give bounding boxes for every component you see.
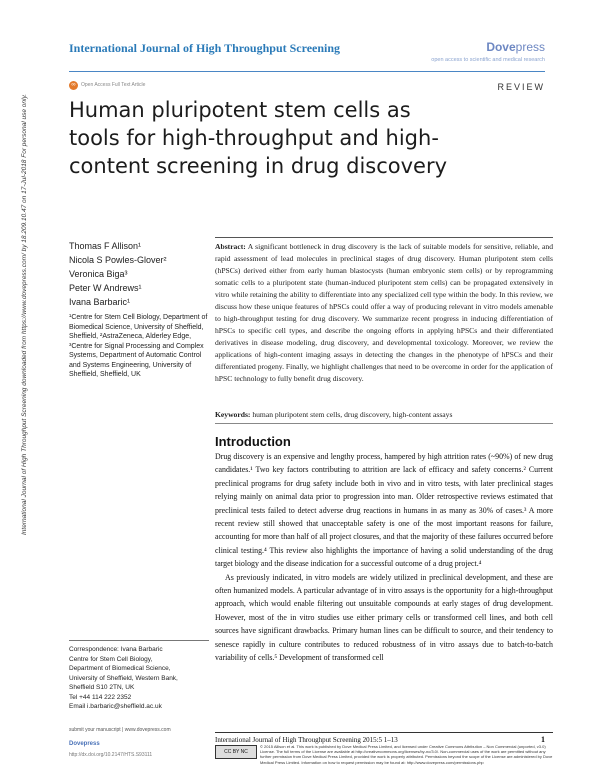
- keywords-text: human pluripotent stem cells, drug discovery, high-content assays: [250, 410, 453, 419]
- author-name: Thomas F Allison¹: [69, 241, 142, 251]
- publisher-tagline: open access to scientific and medical research: [431, 57, 545, 63]
- author-name: Peter W Andrews¹: [69, 283, 142, 293]
- publisher-logo: [486, 40, 545, 54]
- keywords: [215, 409, 553, 421]
- article-title: Human pluripotent stem cells as tools for high-throughput and high-content screening in drug discovery: [69, 98, 448, 178]
- author-list: [69, 239, 167, 309]
- publisher-logo-rest: press: [515, 40, 545, 54]
- introduction-body: [215, 450, 553, 665]
- journal-title: International Journal of High Throughput Screening: [69, 41, 341, 55]
- correspondence-line: Sheffield S10 2TN, UK: [69, 684, 135, 691]
- side-download-note: [6, 93, 28, 650]
- correspondence-rule: [69, 640, 209, 641]
- affiliations: ¹Centre for Stem Cell Biology, Department of Biomedical Science, University of Sheffield, Sheffield, ²AstraZeneca, Alderley Edge, ³Centre for Signal Processing and Complex Systems, Department of Automatic Control and Systems Engineering, University of Sheffield, Sheffield, UK: [69, 314, 208, 378]
- keywords-label: Keywords:: [215, 410, 251, 419]
- license-text: © 2015 Allison et al. This work is published by Dove Medical Press Limited, and licensed under Creative Commons Attribution – Non Commercial (unported, v3.0) License. The full terms of the License are available at http://creativecommons.org/licenses/by-nc/3.0/. Non-commercial uses of the work are permitted without any further permission from Dove Medical Press Limited, provided the work is properly attributed. Permissions beyond the scope of the License are administered by Dove Medical Press Limited. Information on how to request permission may be found at: http://www.dovepress.com/permissions.php: [260, 744, 553, 765]
- correspondence-line: Centre for Stem Cell Biology,: [69, 655, 153, 663]
- correspondence-line: Tel +44 114 222 2352: [69, 693, 132, 701]
- author-name: Nicola S Powles-Glover²: [69, 255, 167, 265]
- page-number: 1: [541, 735, 545, 744]
- header-divider: [69, 71, 545, 72]
- correspondence-line: Department of Biomedical Science,: [69, 665, 171, 672]
- correspondence-block: [69, 645, 214, 712]
- abstract-bottom-rule: [215, 423, 553, 424]
- open-access-lock-icon: ∞: [69, 81, 78, 90]
- journal-citation: International Journal of High Throughput Screening 2015:5 1–13: [215, 736, 398, 744]
- abstract-label: Abstract:: [215, 242, 246, 251]
- author-name: Ivana Barbaric¹: [69, 297, 131, 307]
- article-type-label: REVIEW: [497, 82, 545, 92]
- open-access-label: Open Access Full Text Article: [81, 82, 146, 88]
- abstract: [215, 241, 553, 385]
- section-heading-introduction: Introduction: [215, 434, 291, 449]
- correspondence-email[interactable]: Email i.barbaric@sheffield.ac.uk: [69, 703, 162, 710]
- side-download-note-text: International Journal of High Throughput Screening downloaded from https://www.dovepress.com/ by 18.209.10.47 on 17-Jul-2018 For personal use only.: [21, 93, 28, 535]
- submit-manuscript-link[interactable]: submit your manuscript | www.dovepress.com: [69, 727, 171, 733]
- abstract-text: A significant bottleneck in drug discovery is the lack of suitable models for sensitive, reliable, and rapid assessment of lead molecules in preclinical stages of drug discovery. Human pluripotent stem cells (hPSCs) derived either from early human blastocysts (human embryonic stem cells) or by reprogramming somatic cells to a pluripotent state (human-induced pluripotent stem cells) can be propagated extensively in vitro while retaining the ability to differentiate into any specialized cell type within the body. In this review, we discuss how these unique features of hPSCs could offer a way of producing relevant in vitro models amenable to high-throughput testing for drug discovery. We summarize recent progress in inducing differentiation of hPSCs to specific cell types, and describe the ongoing efforts in applying hPSCs and their differentiated derivatives in disease modeling, drug discovery, and developmental toxicology. Moreover, we review the applications of high-content imaging assays in detecting the changes in the phenotype of hPSCs and their differentiated progeny. Finally, we highlight challenges that need to be overcome in order for the application of hPSC technology to fully benefit drug discovery.: [215, 242, 553, 383]
- correspondence-line: Correspondence: Ivana Barbaric: [69, 646, 163, 653]
- footer-rule: [215, 732, 553, 733]
- author-name: Veronica Biga³: [69, 269, 128, 279]
- publisher-logo-bold: Dove: [486, 40, 516, 54]
- doi-link[interactable]: http://dx.doi.org/10.2147/HTS.S93111: [69, 752, 153, 758]
- creative-commons-icon: CC BY NC: [215, 745, 257, 759]
- paragraph: As previously indicated, in vitro models are widely utilized in preclinical development, and these are often humanized models. A particular advantage of in vitro assays is the opportunity for a high-throughput approach, which would enable filtering out unsuitable compounds at early stages of drug development. However, most of the in vitro studies use either primary cells or transformed cell lines, and both cell sources have significant drawbacks. Primary human lines can be difficult to source, and their tendency to senesce rapidly in culture contributes to reduced robustness of in vitro assays due to batch-to-batch variability of cells.⁵ Development of transformed cell: [215, 572, 553, 663]
- paragraph: Drug discovery is an expensive and lengthy process, hampered by high attrition rates (~90%) of new drug candidates.¹ Two key factors contributing to attrition are lack of efficacy and safety concerns.² Current preclinical programs for drug safety include both in vivo and in vitro tests, with later preclinical stages relying mainly on animal data prior to progression into man. Older retrospective reviews estimated that preclinical tests failed to detect adverse drug reactions in humans in as many as 30% of cases.³ A more recent review still showed that unacceptable safety is one of the most important reasons for failure, accounting for more than half of all project closures, and that the majority of these failures occurred before clinical testing.⁴ This review also highlights the importance of having a solid understanding of the drug target biology and the disease indication for a successful outcome of a drug project.⁴: [215, 452, 553, 569]
- correspondence-line: University of Sheffield, Western Bank,: [69, 674, 178, 682]
- abstract-top-rule: [215, 237, 553, 238]
- footer-dovepress-logo: Dovepress: [69, 741, 100, 747]
